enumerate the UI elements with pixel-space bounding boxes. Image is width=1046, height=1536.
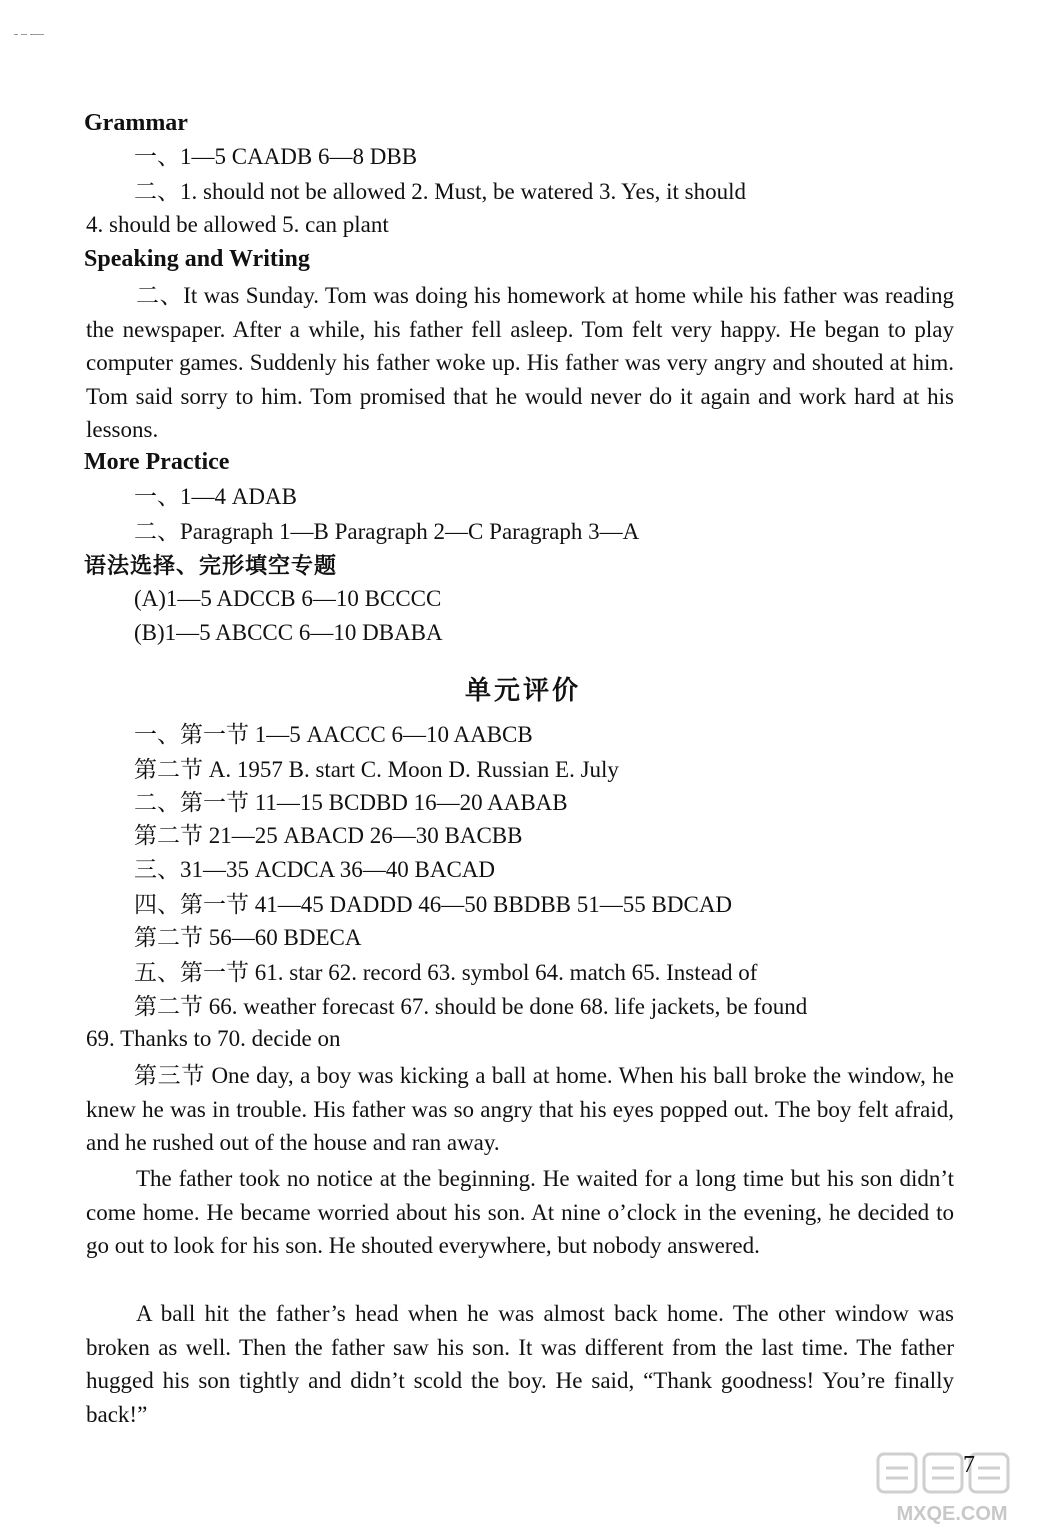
unit-eval-answer-line: 第二节 66. weather forecast 67. should be done 68. life jackets, be found — [134, 994, 808, 1019]
corner-scan-mark — [14, 34, 52, 40]
more-practice-answer-line: 二、Paragraph 1—B Paragraph 2—C Paragraph 3—A — [134, 519, 640, 544]
unit-eval-answer-line: 第二节 A. 1957 B. start C. Moon D. Russian E. July — [134, 757, 619, 782]
unit-eval-answer-line: 三、31—35 ACDCA 36—40 BACAD — [134, 857, 496, 882]
unit-eval-essay-paragraph: The father took no notice at the beginning. He waited for a long time but his son didn’t come home. He became worried about his son. At nine o’clock in the evening, he decided to go out to look for his son. He shouted everywhere, but nobody answered. — [86, 1166, 954, 1258]
unit-eval-answer-line: 五、第一节 61. star 62. record 63. symbol 64. match 65. Instead of — [134, 960, 758, 985]
grammar-answer-line: 4. should be allowed 5. can plant — [86, 212, 389, 237]
grammar-answer-line: 二、1. should not be allowed 2. Must, be watered 3. Yes, it should — [134, 179, 747, 204]
grammar-heading: Grammar — [84, 110, 188, 136]
unit-eval-title: 单元评价 — [464, 676, 581, 705]
special-topic-answer-line: (B)1—5 ABCCC 6—10 DBABA — [134, 620, 443, 645]
special-topic-heading: 语法选择、完形填空专题 — [84, 553, 338, 578]
watermark-text: MXQE.COM — [896, 1503, 1008, 1525]
unit-eval-essay-paragraph: A ball hit the father’s head when he was almost back home. The other window was broken as well. Then the father saw his son. It was different from the last time. The father hugged his son tightly and didn’t scold the boy. He said, “Thank goodness! You’re finally back!” — [86, 1301, 954, 1427]
watermark-logo — [872, 1448, 1032, 1530]
unit-eval-answer-line: 一、第一节 1—5 AACCC 6—10 AABCB — [134, 722, 533, 747]
more-practice-heading: More Practice — [84, 449, 230, 475]
unit-eval-answer-line: 69. Thanks to 70. decide on — [86, 1026, 341, 1051]
unit-eval-answer-line: 第二节 56—60 BDECA — [134, 925, 362, 950]
special-topic-answer-line: (A)1—5 ADCCB 6—10 BCCCC — [134, 586, 442, 611]
speaking-writing-paragraph: 二、It was Sunday. Tom was doing his homework at home while his father was reading the newspaper. After a while, his father fell asleep. Tom felt very happy. He began to play computer games. Suddenly his father woke up. His father was very angry and shouted at him. Tom said sorry to him. Tom promised that he would never do it again and work hard at his lessons. — [86, 283, 954, 442]
unit-eval-essay-paragraph: 第三节 One day, a boy was kicking a ball at home. When his ball broke the window, he knew he was in trouble. His father was so angry that his eyes popped out. The boy felt afraid, and he rushed out of the house and ran away. — [86, 1063, 954, 1155]
grammar-answer-line: 一、1—5 CAADB 6—8 DBB — [134, 144, 418, 169]
speaking-writing-heading: Speaking and Writing — [84, 246, 310, 272]
unit-eval-answer-line: 二、第一节 11—15 BCDBD 16—20 AABAB — [134, 790, 568, 815]
more-practice-answer-line: 一、1—4 ADAB — [134, 484, 297, 509]
page-number: 7 — [963, 1452, 975, 1478]
unit-eval-answer-line: 四、第一节 41—45 DADDD 46—50 BBDBB 51—55 BDCAD — [134, 892, 733, 917]
unit-eval-answer-line: 第二节 21—25 ABACD 26—30 BACBB — [134, 823, 523, 848]
